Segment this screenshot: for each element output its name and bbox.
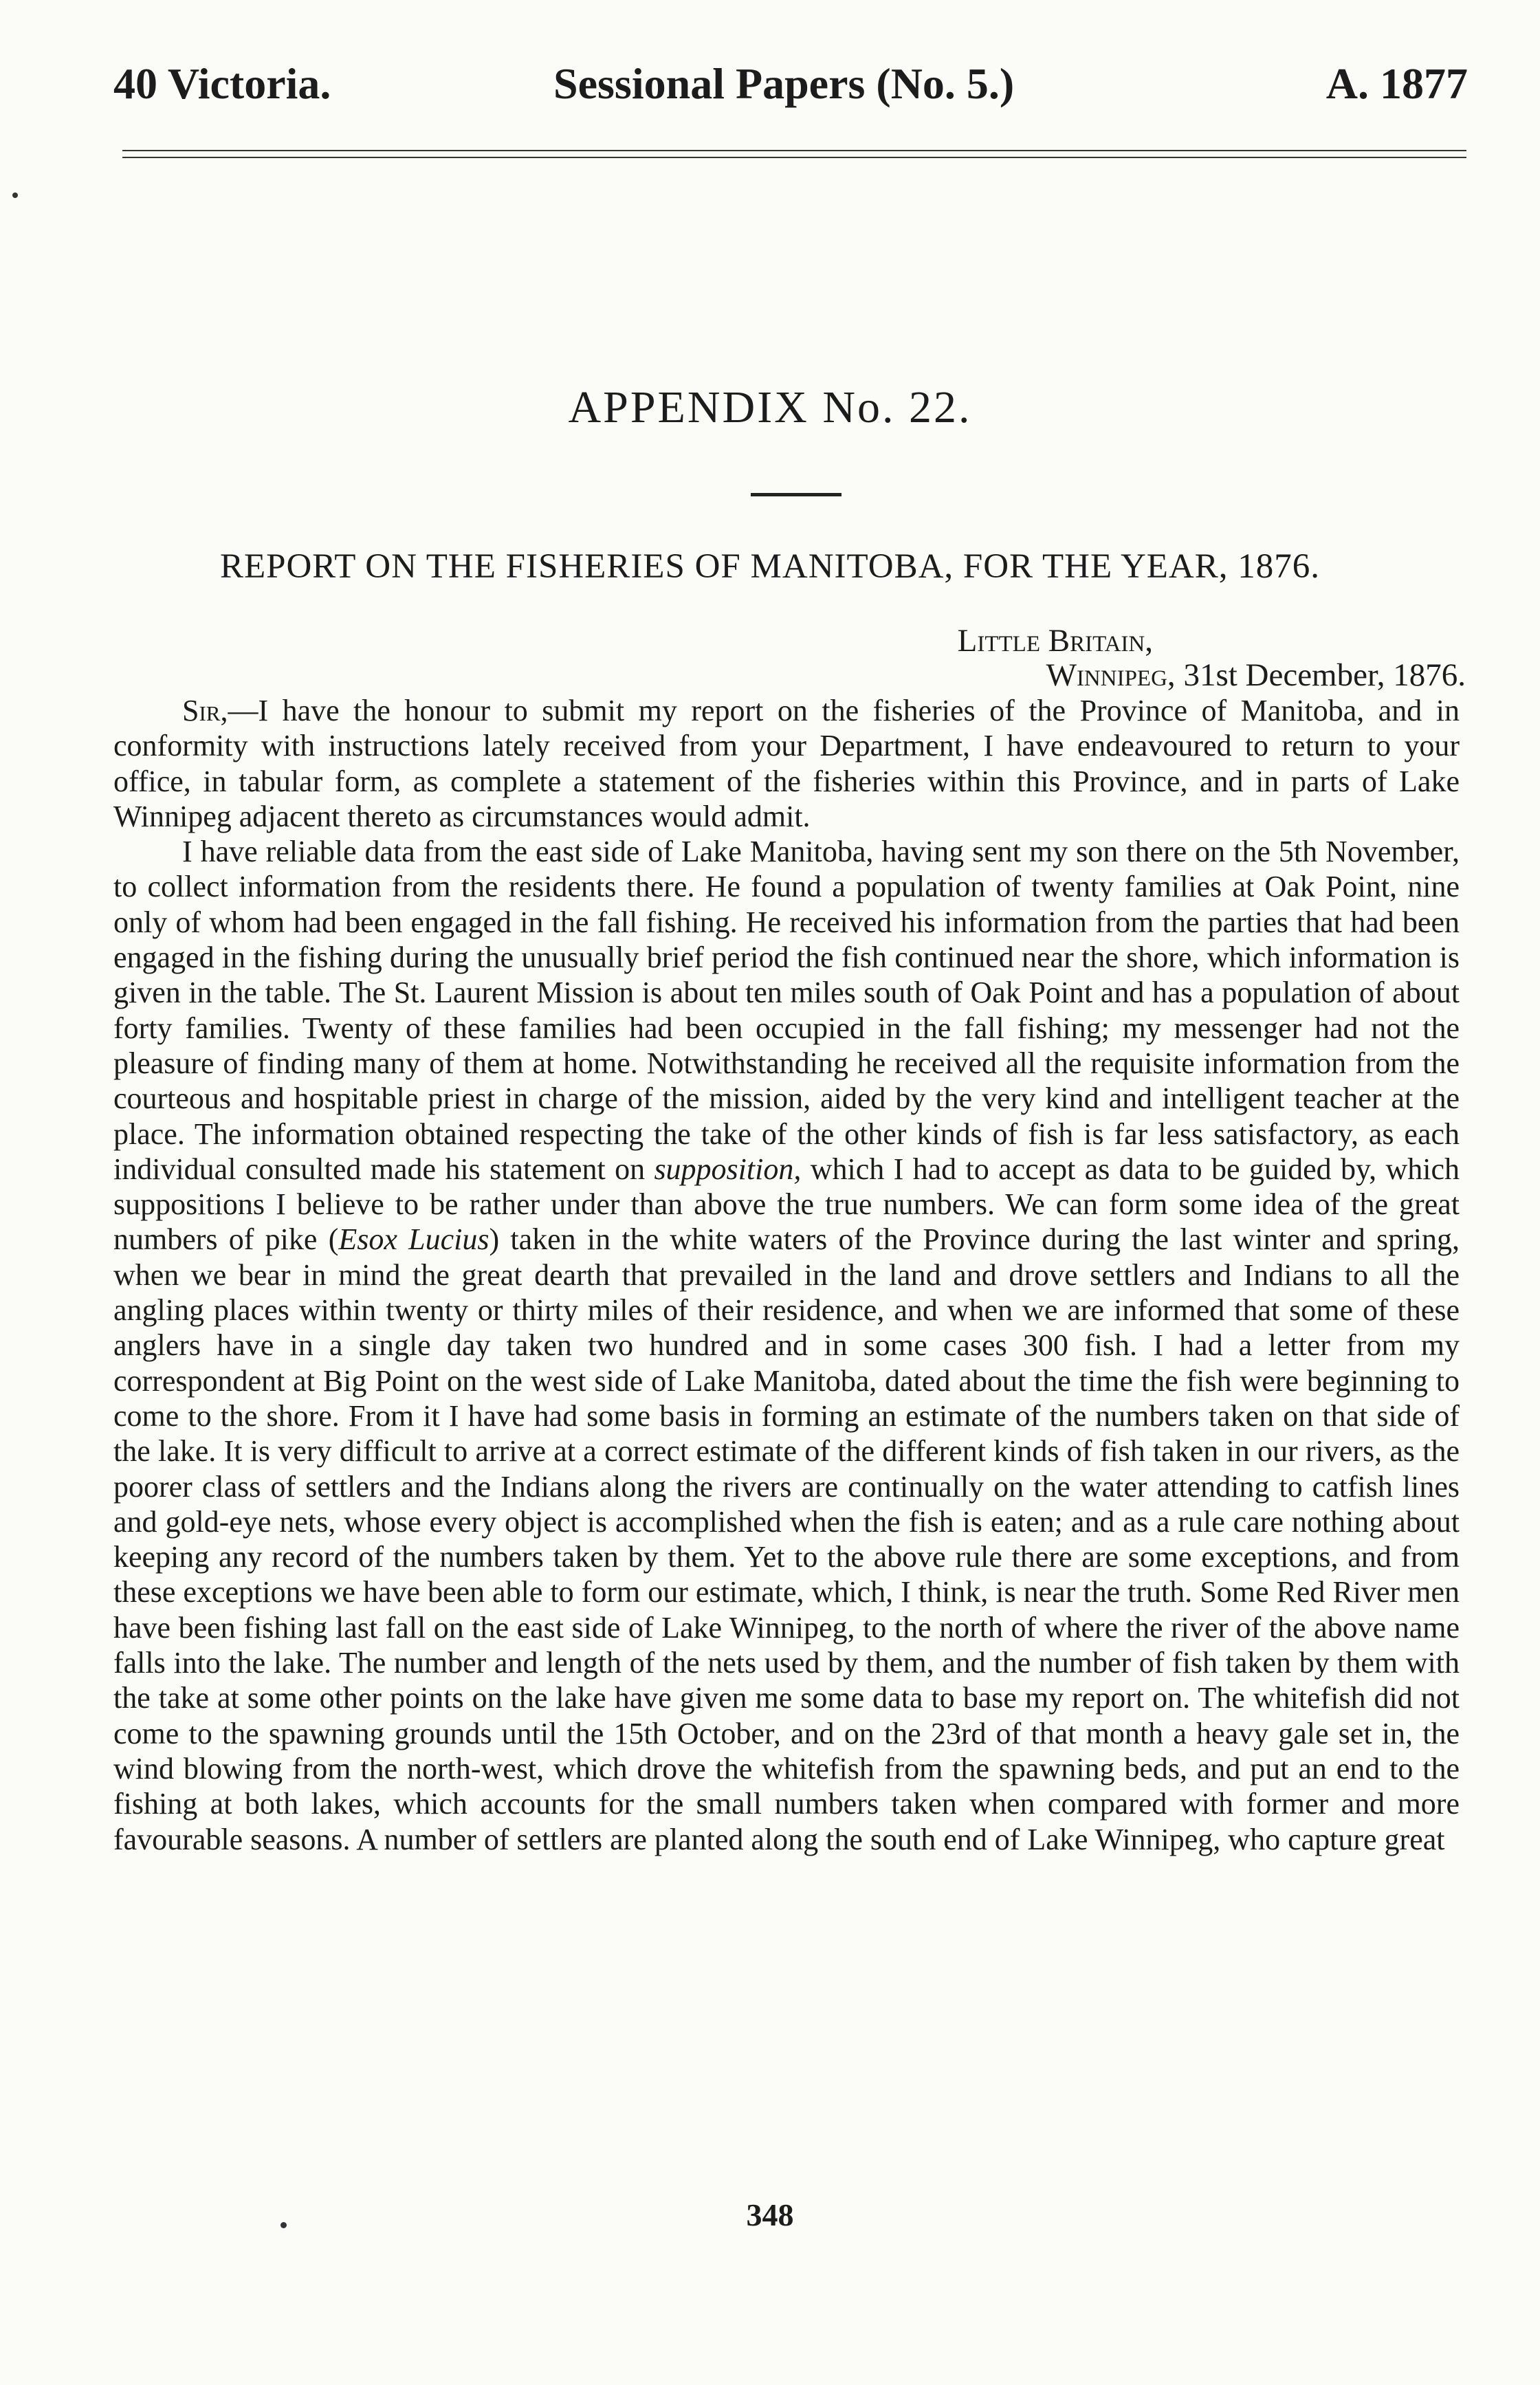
address-date: 31st December, 1876. [1183, 657, 1466, 693]
address-line-2 [1046, 657, 1466, 694]
appendix-title: APPENDIX No. 22. [568, 382, 972, 432]
header-rule-top [122, 150, 1466, 151]
paragraph-2 [113, 834, 1460, 1857]
salutation: Sir, [182, 694, 228, 727]
emphasis-species: Esox Lucius [338, 1222, 490, 1257]
scan-speck [12, 193, 18, 198]
header-year: A. 1877 [1326, 59, 1468, 108]
title-divider [751, 493, 842, 496]
scan-speck [280, 2222, 287, 2228]
emphasis-supposition: supposition, [654, 1152, 802, 1186]
header-rule-bottom [122, 157, 1466, 158]
address-place: Winnipeg, [1046, 657, 1176, 693]
paragraph-1 [113, 693, 1460, 834]
header-sessional-papers: Sessional Papers (No. 5.) [553, 59, 1015, 108]
report-title: REPORT ON THE FISHERIES OF MANITOBA, FOR THE YEAR, 1876. [219, 547, 1321, 586]
letter-body [113, 693, 1460, 1857]
running-header [113, 58, 1468, 113]
page-number: 348 [746, 2197, 794, 2232]
paragraph-2-part-1: I have reliable data from the east side of Lake Manitoba, having sent my son there on the 5th November, to collect information from the residents there. He found a population of twenty families at Oak Point, nine only of whom had been engaged in the fall fishing. He received his information from the parties that had been engaged in the fishing during the unusually brief period the fish continued near the shore, which information is given in the table. The St. Laurent Mission is about ten miles south of Oak Point and has a population of about forty families. Twenty of these families had been occupied in the fall fishing; my messenger had not the pleasure of finding many of them at home. Notwithstanding he received all the requisite information from the courteous and hospitable priest in charge of the mission, aided by the very kind and intelligent teacher at the place. The information obtained respecting the take of the other kinds of fish is far less satisfactory, as each individual consulted made his statement on [113, 835, 1460, 1186]
paragraph-2-part-3: ) taken in the white waters of the Province during the last winter and spring, when we bear in mind the great dearth that prevailed in the land and drove settlers and Indians to all the angling places within twenty or thirty miles of their residence, and when we are informed that some of these anglers have in a single day taken two hundred and in some cases 300 fish. I had a letter from my correspondent at Big Point on the west side of Lake Manitoba, dated about the time the fish were beginning to come to the shore. From it I have had some basis in forming an estimate of the numbers taken on that side of the lake. It is very difficult to arrive at a correct estimate of the different kinds of fish taken in our rivers, as the poorer class of settlers and the Indians along the rivers are continually on the water attending to catfish lines and gold-eye nets, whose every object is accomplished when the fish is eaten; and as a rule care nothing about keeping any record of the numbers taken by them. Yet to the above rule there are some exceptions, and from these exceptions we have been able to form our estimate, which, I think, is near the truth. Some Red River men have been fishing last fall on the east side of Lake Winnipeg, to the north of where the river of the above name falls into the lake. The number and length of the nets used by them, and the number of fish taken by them with the take at some other points on the lake have given me some data to base my report on. The whitefish did not come to the spawning grounds until the 15th October, and on the 23rd of that month a heavy gale set in, the wind blowing from the north-west, which drove the whitefish from the spawning beds, and put an end to the fishing at both lakes, which accounts for the small numbers taken when compared with former and more favourable seasons. A number of settlers are planted along the south end of Lake Winnipeg, who capture great [113, 1222, 1460, 1856]
address-line-1: Little Britain, [957, 623, 1153, 659]
paragraph-2-part-2: which I had to accept as data to be guided by, which suppositions I believe to be rather under than above the true numbers. We can form some idea of the great numbers of pike ( [113, 1152, 1460, 1257]
paragraph-1-text: —I have the honour to submit my report on the fisheries of the Province of Manitoba, and in conformity with instructions lately received from your Department, I have endeavoured to return to your office, in tabular form, as complete a statement of the fisheries within this Province, and in parts of Lake Winnipeg adjacent thereto as circumstances would admit. [113, 694, 1460, 833]
header-volume: 40 Victoria. [113, 59, 331, 108]
